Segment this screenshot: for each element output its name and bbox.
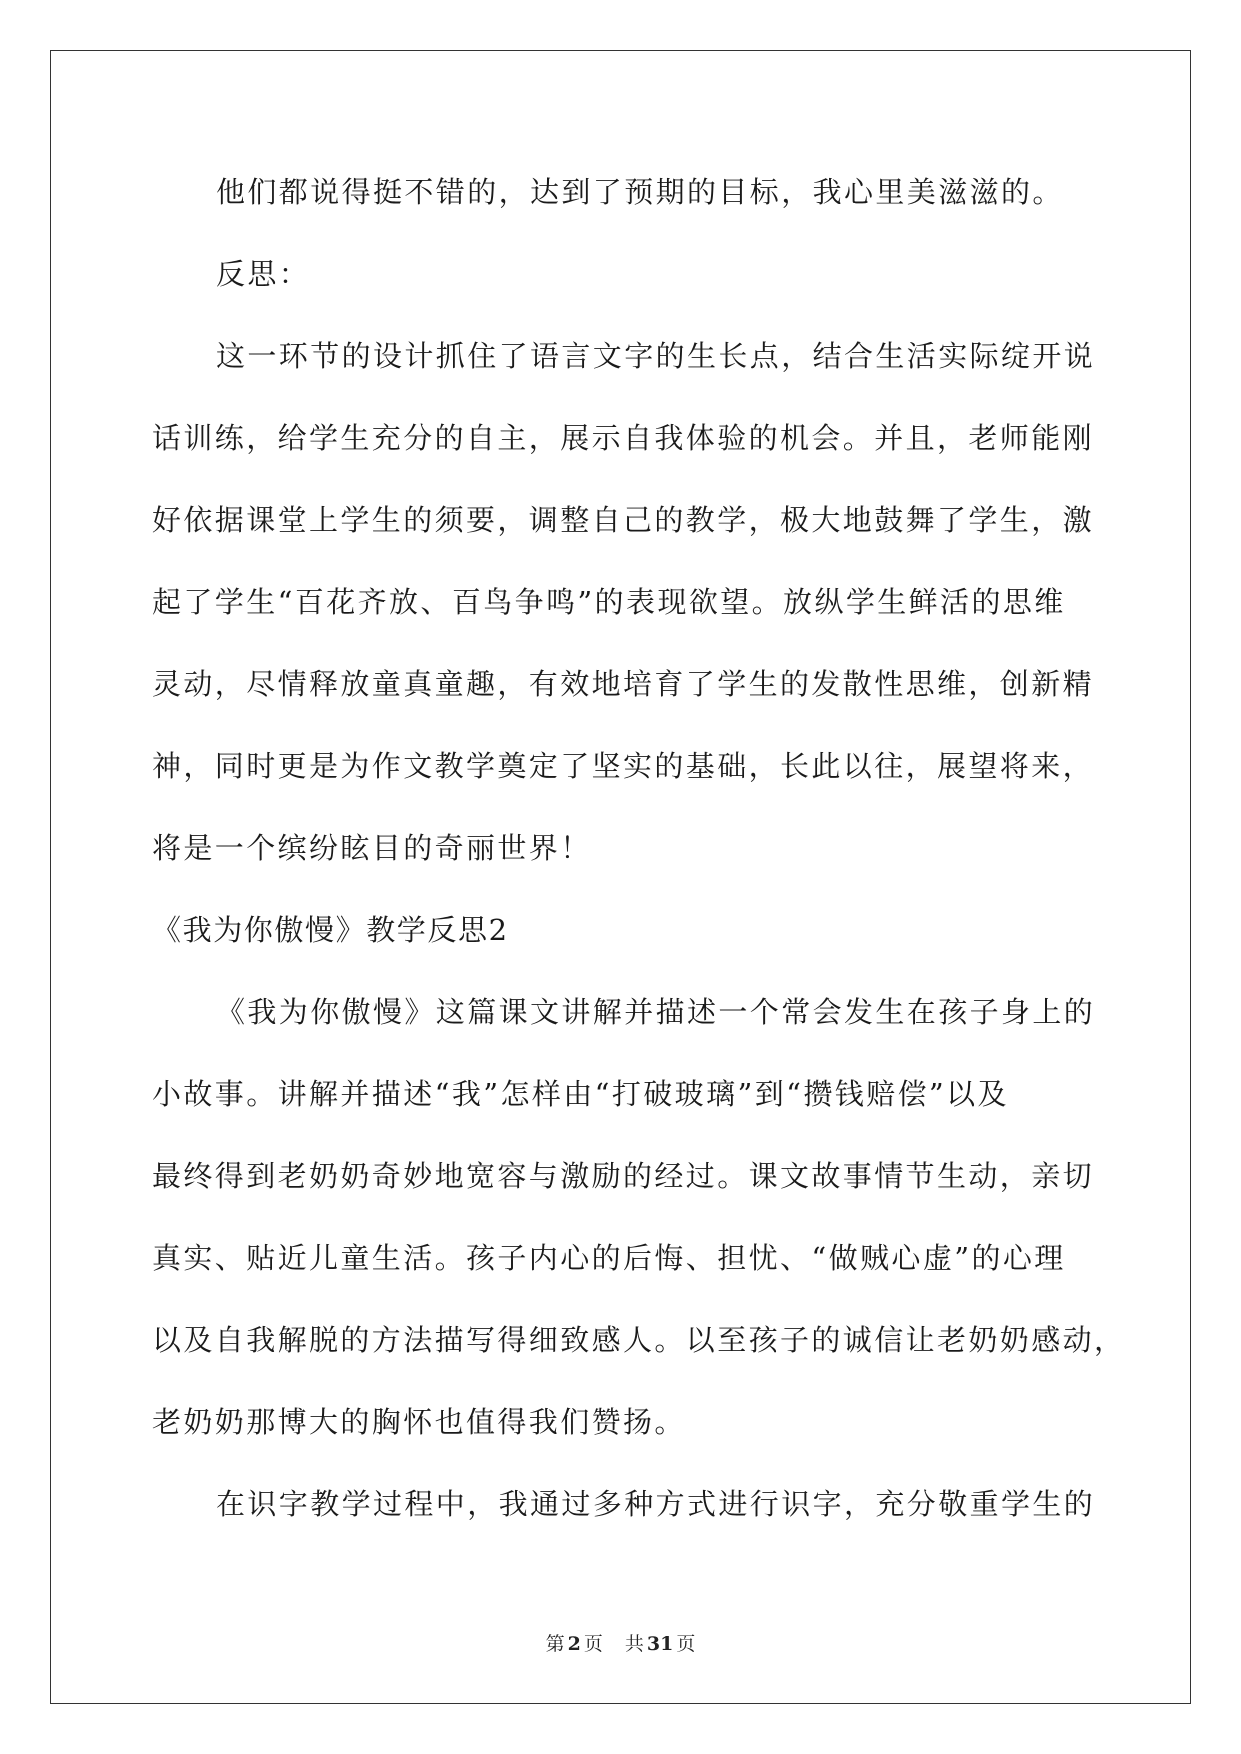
paragraph-line: 在识字教学过程中，我通过多种方式进行识字，充分敬重学生的 — [216, 1487, 1096, 1521]
paragraph-line: 最终得到老奶奶奇妙地宽容与激励的经过。课文故事情节生动，亲切 — [152, 1159, 1095, 1193]
page-border — [50, 50, 1191, 1704]
paragraph-line: 真实、贴近儿童生活。孩子内心的后悔、担忧、“做贼心虚”的心理 — [152, 1241, 1066, 1275]
paragraph-line: 将是一个缤纷眩目的奇丽世界！ — [152, 831, 592, 865]
paragraph-line: 话训练，给学生充分的自主，展示自我体验的机会。并且，老师能刚 — [152, 421, 1095, 455]
paragraph-line: 灵动，尽情释放童真童趣，有效地培育了学生的发散性思维，创新精 — [152, 667, 1095, 701]
page-footer — [0, 1632, 1241, 1656]
paragraph-line: 以及自我解脱的方法描写得细致感人。以至孩子的诚信让老奶奶感动， — [152, 1323, 1126, 1357]
paragraph-line: 神，同时更是为作文教学奠定了坚实的基础，长此以往，展望将来， — [152, 749, 1095, 783]
paragraph-line: 反思： — [216, 257, 311, 291]
total-unit: 页 — [676, 1633, 696, 1655]
page-total: 31 — [646, 1633, 674, 1655]
paragraph-line: 小故事。讲解并描述“我”怎样由“打破玻璃”到“攒钱赔偿”以及 — [152, 1077, 1009, 1111]
page-prefix: 第 — [545, 1633, 565, 1655]
page-unit: 页 — [583, 1633, 603, 1655]
total-prefix: 共 — [624, 1633, 644, 1655]
paragraph-line: 这一环节的设计抓住了语言文字的生长点，结合生活实际绽开说 — [216, 339, 1096, 373]
paragraph-line: 起了学生“百花齐放、百鸟争鸣”的表现欲望。放纵学生鲜活的思维 — [152, 585, 1066, 619]
section-heading: 《我为你傲慢》教学反思2 — [152, 913, 509, 947]
paragraph-line: 好依据课堂上学生的须要，调整自己的教学，极大地鼓舞了学生，激 — [152, 503, 1095, 537]
page-current: 2 — [567, 1633, 581, 1655]
paragraph-line: 他们都说得挺不错的，达到了预期的目标，我心里美滋滋的。 — [216, 175, 1064, 209]
paragraph-line: 《我为你傲慢》这篇课文讲解并描述一个常会发生在孩子身上的 — [216, 995, 1096, 1029]
paragraph-line: 老奶奶那博大的胸怀也值得我们赞扬。 — [152, 1405, 686, 1439]
